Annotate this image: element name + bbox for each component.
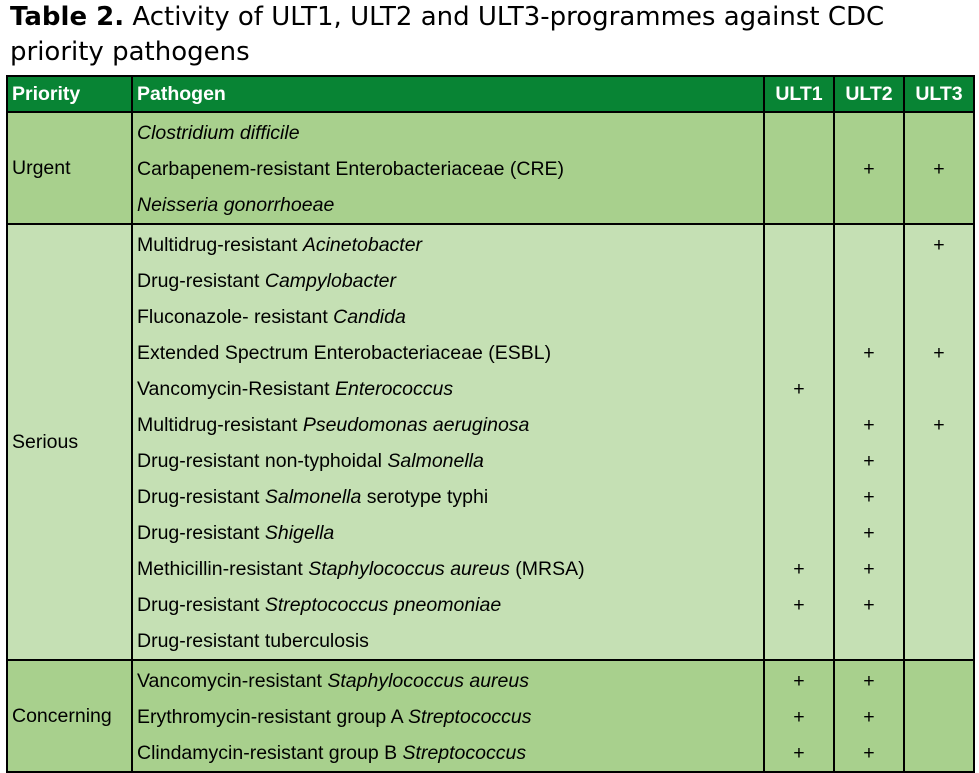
ult3-activity-mark — [905, 587, 973, 623]
pathogen-name — [137, 299, 759, 335]
header-pathogen: Pathogen — [132, 76, 764, 112]
pathogen-text: Methicillin-resistant — [137, 558, 309, 580]
organism-name: Streptococcus — [402, 742, 527, 764]
pathogen-name — [137, 227, 759, 263]
pathogen-name — [137, 407, 759, 443]
ult3-activity-mark — [905, 663, 973, 699]
ult2-activity-mark: + — [863, 414, 875, 436]
pathogen-cell — [132, 112, 764, 224]
pathogen-name — [137, 663, 759, 699]
table-row — [7, 660, 974, 772]
pathogen-text: Carbapenem-resistant Enterobacteriaceae (CRE) — [137, 158, 565, 180]
ult3-activity-mark — [905, 263, 973, 299]
ult2-activity-mark — [835, 371, 903, 407]
ult2-cell — [834, 224, 904, 660]
pathogen-text: Drug-resistant — [137, 522, 265, 544]
ult3-activity-mark — [905, 299, 973, 335]
ult1-cell — [764, 224, 834, 660]
ult1-activity-mark: + — [793, 378, 805, 400]
ult3-activity-mark — [905, 699, 973, 735]
pathogen-name — [137, 587, 759, 623]
ult3-activity-mark — [905, 115, 973, 151]
ult3-activity-mark: + — [933, 158, 945, 180]
table-row — [7, 112, 974, 224]
pathogen-text: Erythromycin-resistant group A — [137, 706, 408, 728]
ult2-cell — [834, 112, 904, 224]
pathogen-text: Vancomycin-resistant — [137, 670, 328, 692]
ult1-activity-mark — [765, 335, 833, 371]
pathogen-text: Vancomycin-Resistant — [137, 378, 335, 400]
ult1-activity-mark — [765, 623, 833, 659]
priority-cell: Concerning — [7, 660, 132, 772]
ult1-activity-mark — [765, 115, 833, 151]
organism-name: Staphylococcus aureus — [327, 670, 529, 692]
ult3-activity-mark: + — [933, 234, 945, 256]
ult2-activity-mark: + — [863, 706, 875, 728]
ult1-activity-mark — [765, 299, 833, 335]
pathogen-text: Drug-resistant — [137, 270, 265, 292]
table-label: Table 2. — [10, 2, 125, 32]
ult2-activity-mark — [835, 299, 903, 335]
header-ult3: ULT3 — [904, 76, 974, 112]
header-row — [7, 76, 974, 112]
organism-name: Streptococcus — [407, 706, 532, 728]
organism-name: Candida — [333, 306, 406, 328]
pathogen-name — [137, 335, 759, 371]
ult1-activity-mark — [765, 407, 833, 443]
header-ult1: ULT1 — [764, 76, 834, 112]
ult1-activity-mark: + — [793, 706, 805, 728]
table-title: Activity of ULT1, ULT2 and ULT3-programmes against CDC priority pathogens — [10, 2, 885, 67]
organism-name: Clostridium difficile — [137, 122, 300, 144]
ult3-activity-mark — [905, 623, 973, 659]
ult2-activity-mark: + — [863, 558, 875, 580]
group-urgent — [7, 112, 974, 224]
ult3-activity-mark: + — [933, 414, 945, 436]
pathogen-name — [137, 623, 759, 659]
pathogen-text: Drug-resistant — [137, 486, 265, 508]
ult3-cell — [904, 112, 974, 224]
pathogen-text: Drug-resistant tuberculosis — [137, 630, 369, 652]
ult1-cell — [764, 112, 834, 224]
pathogen-text: Drug-resistant non-typhoidal — [137, 450, 388, 472]
ult1-activity-mark: + — [793, 594, 805, 616]
ult1-activity-mark — [765, 151, 833, 187]
pathogen-cell — [132, 660, 764, 772]
priority-cell: Urgent — [7, 112, 132, 224]
pathogen-activity-table — [6, 75, 975, 773]
organism-name: Salmonella — [264, 486, 362, 508]
ult1-activity-mark: + — [793, 558, 805, 580]
ult3-activity-mark — [905, 551, 973, 587]
ult2-activity-mark: + — [863, 522, 875, 544]
ult2-activity-mark: + — [863, 486, 875, 508]
pathogen-name — [137, 115, 759, 151]
priority-cell: Serious — [7, 224, 132, 660]
ult1-activity-mark — [765, 515, 833, 551]
table-row — [7, 224, 974, 660]
pathogen-name — [137, 515, 759, 551]
ult3-activity-mark — [905, 735, 973, 771]
ult1-activity-mark — [765, 187, 833, 223]
ult2-activity-mark: + — [863, 342, 875, 364]
pathogen-text: Multidrug-resistant — [137, 234, 303, 256]
ult2-activity-mark: + — [863, 158, 875, 180]
pathogen-name — [137, 151, 759, 187]
ult1-activity-mark: + — [793, 670, 805, 692]
organism-name: Staphylococcus aureus — [308, 558, 510, 580]
pathogen-text: Clindamycin-resistant group B — [137, 742, 403, 764]
pathogen-cell — [132, 224, 764, 660]
ult3-activity-mark — [905, 187, 973, 223]
ult3-activity-mark — [905, 443, 973, 479]
ult2-activity-mark: + — [863, 742, 875, 764]
group-concerning — [7, 660, 974, 772]
pathogen-name — [137, 479, 759, 515]
organism-name: Acinetobacter — [302, 234, 423, 256]
organism-name: Enterococcus — [334, 378, 454, 400]
pathogen-name — [137, 443, 759, 479]
organism-name: Shigella — [264, 522, 335, 544]
ult3-activity-mark — [905, 371, 973, 407]
header-ult2: ULT2 — [834, 76, 904, 112]
table-caption — [10, 0, 970, 70]
ult1-activity-mark: + — [793, 742, 805, 764]
pathogen-name — [137, 187, 759, 223]
pathogen-text: serotype typhi — [361, 486, 489, 508]
pathogen-name — [137, 263, 759, 299]
ult2-activity-mark — [835, 227, 903, 263]
organism-name: Salmonella — [387, 450, 484, 472]
pathogen-text: Extended Spectrum Enterobacteriaceae (ESBL) — [137, 342, 552, 364]
ult2-activity-mark — [835, 187, 903, 223]
ult3-activity-mark — [905, 479, 973, 515]
ult2-activity-mark: + — [863, 594, 875, 616]
pathogen-name — [137, 735, 759, 771]
pathogen-text: (MRSA) — [509, 558, 585, 580]
organism-name: Campylobacter — [264, 270, 397, 292]
organism-name: Streptococcus pneomoniae — [264, 594, 502, 616]
ult3-activity-mark: + — [933, 342, 945, 364]
organism-name: Pseudomonas aeruginosa — [302, 414, 530, 436]
ult2-activity-mark: + — [863, 450, 875, 472]
ult2-activity-mark: + — [863, 670, 875, 692]
ult1-activity-mark — [765, 443, 833, 479]
pathogen-name — [137, 699, 759, 735]
ult2-cell — [834, 660, 904, 772]
ult3-cell — [904, 224, 974, 660]
pathogen-text: Drug-resistant — [137, 594, 265, 616]
pathogen-name — [137, 371, 759, 407]
ult1-cell — [764, 660, 834, 772]
ult2-activity-mark — [835, 263, 903, 299]
ult3-activity-mark — [905, 515, 973, 551]
pathogen-text: Multidrug-resistant — [137, 414, 303, 436]
ult1-activity-mark — [765, 263, 833, 299]
organism-name: Neisseria gonorrhoeae — [137, 194, 335, 216]
ult1-activity-mark — [765, 479, 833, 515]
ult2-activity-mark — [835, 115, 903, 151]
ult3-cell — [904, 660, 974, 772]
header-priority: Priority — [7, 76, 132, 112]
pathogen-name — [137, 551, 759, 587]
group-serious — [7, 224, 974, 660]
ult1-activity-mark — [765, 227, 833, 263]
ult2-activity-mark — [835, 623, 903, 659]
pathogen-text: Fluconazole- resistant — [137, 306, 334, 328]
